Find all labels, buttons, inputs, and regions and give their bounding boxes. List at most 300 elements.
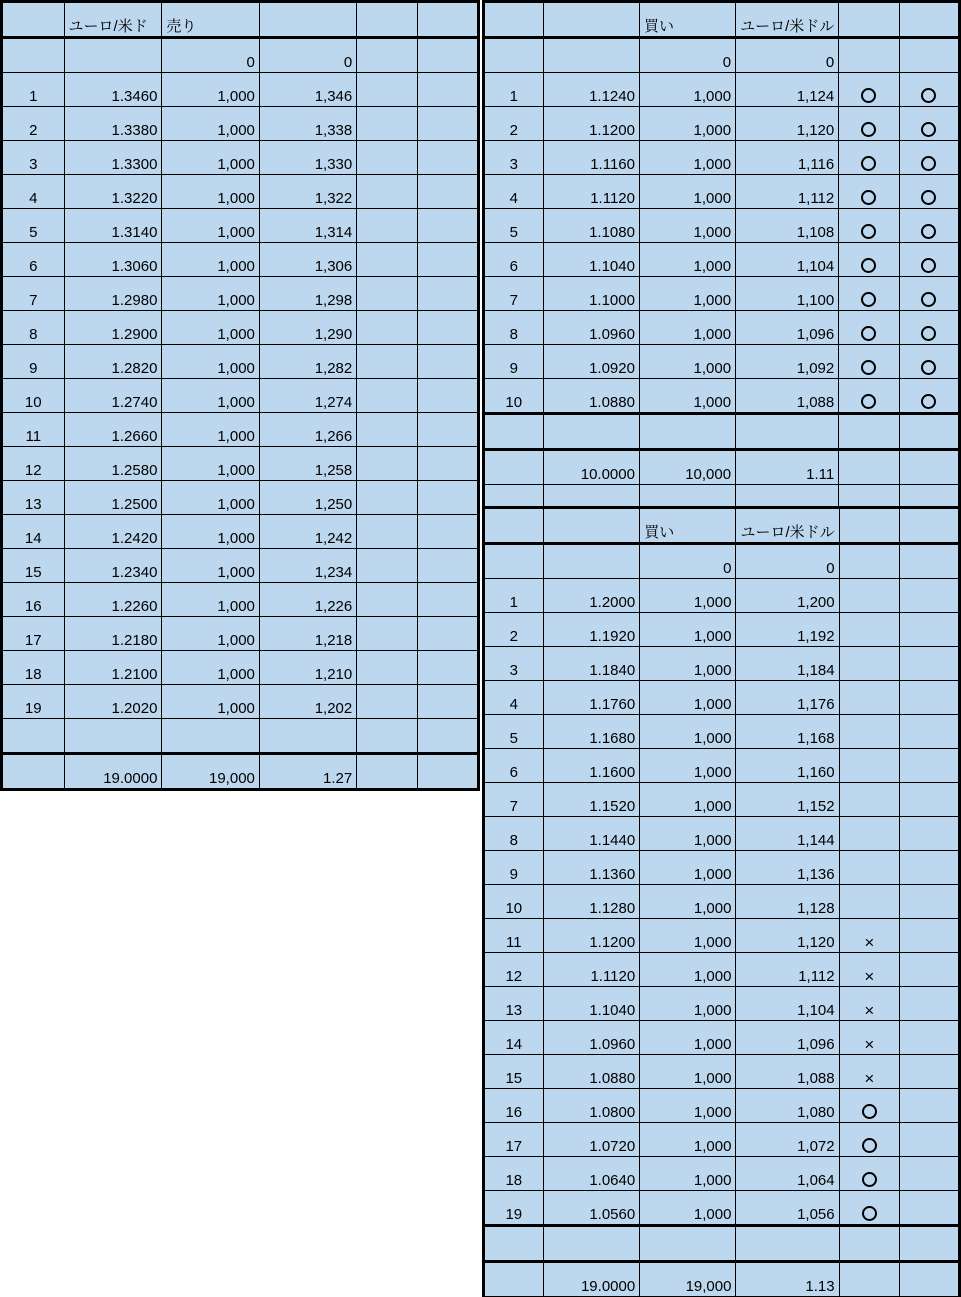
rate-cell[interactable]: 1.1840 [543,647,640,681]
amount-cell[interactable]: 1,152 [736,783,839,817]
cell-blank[interactable] [900,1157,960,1191]
rate-cell[interactable]: 1.1000 [543,277,639,311]
cell-blank[interactable] [736,1226,839,1262]
row-number[interactable]: 1 [484,73,544,107]
rate-cell[interactable]: 1.1040 [543,243,639,277]
rate-cell[interactable]: 1.2820 [64,345,162,379]
qty-cell[interactable]: 1,000 [162,209,259,243]
rate-cell[interactable]: 1.2900 [64,311,162,345]
qty-cell[interactable]: 1,000 [640,1021,736,1055]
qty-cell[interactable]: 1,000 [639,311,735,345]
amount-cell[interactable]: 1,124 [736,73,839,107]
row-number[interactable]: 5 [484,715,544,749]
cell-blank[interactable] [543,38,639,73]
status-mark[interactable] [839,345,899,379]
qty-cell[interactable]: 1,000 [639,243,735,277]
rate-cell[interactable]: 1.2500 [64,481,162,515]
total-rate[interactable]: 19.0000 [64,754,162,790]
cell-blank[interactable] [900,1226,960,1262]
cell-blank[interactable] [64,38,162,73]
cell-blank[interactable] [2,719,65,754]
amount-cell[interactable]: 1,096 [736,311,839,345]
qty-cell[interactable]: 1,000 [640,1055,736,1089]
status-mark-2[interactable] [899,379,959,414]
zero-amount[interactable]: 0 [736,38,839,73]
header-side[interactable]: 買い [640,508,736,544]
rate-cell[interactable]: 1.3460 [64,73,162,107]
cell-blank[interactable] [900,544,960,579]
rate-cell[interactable]: 1.1080 [543,209,639,243]
cell-blank[interactable] [417,447,478,481]
row-number[interactable]: 2 [2,107,65,141]
qty-cell[interactable]: 1,000 [162,617,259,651]
status-mark[interactable] [839,885,899,919]
cell-blank[interactable] [357,175,417,209]
rate-cell[interactable]: 1.0880 [543,379,639,414]
row-number[interactable]: 17 [484,1123,544,1157]
qty-cell[interactable]: 1,000 [162,379,259,413]
cell-blank[interactable] [357,277,417,311]
cell-blank[interactable] [2,38,65,73]
row-number[interactable]: 2 [484,107,544,141]
cell-blank[interactable] [543,544,640,579]
cell-blank[interactable] [900,1089,960,1123]
cell-blank[interactable] [543,1226,640,1262]
rate-cell[interactable]: 1.0720 [543,1123,640,1157]
rate-cell[interactable]: 1.3220 [64,175,162,209]
rate-cell[interactable]: 1.3300 [64,141,162,175]
amount-cell[interactable]: 1,088 [736,379,839,414]
row-number[interactable]: 12 [484,953,544,987]
total-qty[interactable]: 10,000 [639,450,735,485]
row-number[interactable]: 12 [2,447,65,481]
amount-cell[interactable]: 1,092 [736,345,839,379]
rate-cell[interactable]: 1.1280 [543,885,640,919]
cell-blank[interactable] [839,414,899,450]
amount-cell[interactable]: 1,056 [736,1191,839,1226]
cell-blank[interactable] [484,450,544,485]
amount-cell[interactable]: 1,104 [736,987,839,1021]
cell-blank[interactable] [417,73,478,107]
cell-blank[interactable] [484,414,544,450]
cell-blank[interactable] [357,38,417,73]
amount-cell[interactable]: 1,218 [259,617,356,651]
amount-cell[interactable]: 1,168 [736,715,839,749]
status-mark[interactable]: × [839,1021,899,1055]
qty-cell[interactable]: 1,000 [640,783,736,817]
amount-cell[interactable]: 1,104 [736,243,839,277]
cell-blank[interactable] [417,107,478,141]
status-mark-2[interactable] [899,141,959,175]
row-number[interactable]: 7 [2,277,65,311]
zero-qty[interactable]: 0 [640,544,736,579]
amount-cell[interactable]: 1,330 [259,141,356,175]
amount-cell[interactable]: 1,202 [259,685,356,719]
rate-cell[interactable]: 1.1440 [543,817,640,851]
rate-cell[interactable]: 1.0560 [543,1191,640,1226]
amount-cell[interactable]: 1,128 [736,885,839,919]
row-number[interactable]: 18 [2,651,65,685]
header-side[interactable]: 買い [639,2,735,38]
cell-blank[interactable] [484,508,544,544]
row-number[interactable]: 10 [484,885,544,919]
rate-cell[interactable]: 1.2100 [64,651,162,685]
cell-blank[interactable] [259,2,356,38]
qty-cell[interactable]: 1,000 [639,175,735,209]
status-mark-2[interactable] [899,345,959,379]
qty-cell[interactable]: 1,000 [639,277,735,311]
row-number[interactable]: 13 [2,481,65,515]
cell-blank[interactable] [357,481,417,515]
cell-blank[interactable] [839,450,899,485]
rate-cell[interactable]: 1.3380 [64,107,162,141]
cell-blank[interactable] [2,2,65,38]
total-rate[interactable]: 10.0000 [543,450,639,485]
row-number[interactable]: 10 [2,379,65,413]
total-average[interactable]: 1.13 [736,1262,839,1297]
qty-cell[interactable]: 1,000 [162,141,259,175]
qty-cell[interactable]: 1,000 [162,447,259,481]
cell-blank[interactable] [357,2,417,38]
amount-cell[interactable]: 1,338 [259,107,356,141]
rate-cell[interactable]: 1.2180 [64,617,162,651]
rate-cell[interactable]: 1.1120 [543,175,639,209]
status-mark-2[interactable] [899,73,959,107]
cell-blank[interactable] [417,583,478,617]
cell-blank[interactable] [484,2,544,38]
cell-blank[interactable] [417,651,478,685]
rate-cell[interactable]: 1.2020 [64,685,162,719]
cell-blank[interactable] [900,715,960,749]
cell-blank[interactable] [357,549,417,583]
status-mark[interactable] [839,243,899,277]
cell-blank[interactable] [484,38,544,73]
cell-blank[interactable] [357,311,417,345]
header-pair[interactable]: ユーロ/米ド [64,2,162,38]
amount-cell[interactable]: 1,136 [736,851,839,885]
cell-blank[interactable] [899,38,959,73]
cell-blank[interactable] [357,413,417,447]
cell-blank[interactable] [357,719,417,754]
rate-cell[interactable]: 1.1040 [543,987,640,1021]
status-mark[interactable] [839,209,899,243]
qty-cell[interactable]: 1,000 [640,953,736,987]
amount-cell[interactable]: 1,282 [259,345,356,379]
rate-cell[interactable]: 1.0920 [543,345,639,379]
header-side[interactable]: 売り [162,2,259,38]
cell-blank[interactable] [640,1226,736,1262]
qty-cell[interactable]: 1,000 [162,583,259,617]
amount-cell[interactable]: 1,108 [736,209,839,243]
cell-blank[interactable] [639,414,735,450]
cell-blank[interactable] [900,1191,960,1226]
qty-cell[interactable]: 1,000 [639,379,735,414]
row-number[interactable]: 19 [484,1191,544,1226]
total-qty[interactable]: 19,000 [640,1262,736,1297]
qty-cell[interactable]: 1,000 [639,345,735,379]
cell-blank[interactable] [417,209,478,243]
amount-cell[interactable]: 1,112 [736,175,839,209]
amount-cell[interactable]: 1,072 [736,1123,839,1157]
rate-cell[interactable]: 1.2420 [64,515,162,549]
qty-cell[interactable]: 1,000 [162,413,259,447]
row-number[interactable]: 4 [484,681,544,715]
amount-cell[interactable]: 1,234 [259,549,356,583]
row-number[interactable]: 13 [484,987,544,1021]
row-number[interactable]: 14 [2,515,65,549]
cell-blank[interactable] [417,277,478,311]
total-average[interactable]: 1.27 [259,754,356,790]
status-mark[interactable] [839,1123,899,1157]
zero-amount[interactable]: 0 [259,38,356,73]
status-mark[interactable] [839,715,899,749]
qty-cell[interactable]: 1,000 [640,1157,736,1191]
rate-cell[interactable]: 1.0960 [543,311,639,345]
row-number[interactable]: 3 [2,141,65,175]
rate-cell[interactable]: 1.1200 [543,107,639,141]
cell-blank[interactable] [357,73,417,107]
cell-blank[interactable] [357,379,417,413]
row-number[interactable]: 15 [2,549,65,583]
amount-cell[interactable]: 1,080 [736,1089,839,1123]
cell-blank[interactable] [900,953,960,987]
cell-blank[interactable] [900,681,960,715]
qty-cell[interactable]: 1,000 [162,345,259,379]
amount-cell[interactable]: 1,112 [736,953,839,987]
rate-cell[interactable]: 1.2260 [64,583,162,617]
cell-blank[interactable] [900,579,960,613]
rate-cell[interactable]: 1.2740 [64,379,162,413]
row-number[interactable]: 6 [2,243,65,277]
cell-blank[interactable] [839,508,899,544]
row-number[interactable]: 18 [484,1157,544,1191]
cell-blank[interactable] [543,2,639,38]
cell-blank[interactable] [839,544,899,579]
header-pair[interactable]: ユーロ/米ドル [736,2,839,38]
rate-cell[interactable]: 1.2980 [64,277,162,311]
amount-cell[interactable]: 1,274 [259,379,356,413]
qty-cell[interactable]: 1,000 [640,749,736,783]
qty-cell[interactable]: 1,000 [639,141,735,175]
amount-cell[interactable]: 1,210 [259,651,356,685]
cell-blank[interactable] [357,447,417,481]
cell-blank[interactable] [357,515,417,549]
cell-blank[interactable] [900,508,960,544]
row-number[interactable]: 1 [484,579,544,613]
cell-blank[interactable] [417,413,478,447]
rate-cell[interactable]: 1.1360 [543,851,640,885]
qty-cell[interactable]: 1,000 [639,73,735,107]
amount-cell[interactable]: 1,226 [259,583,356,617]
rate-cell[interactable]: 1.1120 [543,953,640,987]
total-qty[interactable]: 19,000 [162,754,259,790]
row-number[interactable]: 3 [484,647,544,681]
cell-blank[interactable] [357,685,417,719]
row-number[interactable]: 11 [484,919,544,953]
status-mark-2[interactable] [899,175,959,209]
total-rate[interactable]: 19.0000 [543,1262,640,1297]
amount-cell[interactable]: 1,242 [259,515,356,549]
rate-cell[interactable]: 1.1200 [543,919,640,953]
cell-blank[interactable] [900,987,960,1021]
status-mark[interactable] [839,73,899,107]
qty-cell[interactable]: 1,000 [640,851,736,885]
amount-cell[interactable]: 1,266 [259,413,356,447]
amount-cell[interactable]: 1,306 [259,243,356,277]
amount-cell[interactable]: 1,120 [736,919,839,953]
row-number[interactable]: 17 [2,617,65,651]
cell-blank[interactable] [900,885,960,919]
status-mark[interactable] [839,851,899,885]
row-number[interactable]: 5 [2,209,65,243]
cell-blank[interactable] [259,719,356,754]
cell-blank[interactable] [417,38,478,73]
zero-amount[interactable]: 0 [736,544,839,579]
cell-blank[interactable] [357,345,417,379]
amount-cell[interactable]: 1,088 [736,1055,839,1089]
row-number[interactable]: 11 [2,413,65,447]
rate-cell[interactable]: 1.1680 [543,715,640,749]
amount-cell[interactable]: 1,314 [259,209,356,243]
amount-cell[interactable]: 1,120 [736,107,839,141]
qty-cell[interactable]: 1,000 [640,1089,736,1123]
status-mark-2[interactable] [899,243,959,277]
cell-blank[interactable] [900,1055,960,1089]
amount-cell[interactable]: 1,064 [736,1157,839,1191]
status-mark-2[interactable] [899,311,959,345]
qty-cell[interactable]: 1,000 [640,613,736,647]
cell-blank[interactable] [417,481,478,515]
zero-qty[interactable]: 0 [639,38,735,73]
cell-blank[interactable] [900,817,960,851]
row-number[interactable]: 9 [484,345,544,379]
status-mark[interactable] [839,1089,899,1123]
qty-cell[interactable]: 1,000 [162,311,259,345]
zero-qty[interactable]: 0 [162,38,259,73]
row-number[interactable]: 8 [2,311,65,345]
cell-blank[interactable] [484,544,544,579]
rate-cell[interactable]: 1.1600 [543,749,640,783]
row-number[interactable]: 16 [2,583,65,617]
cell-blank[interactable] [900,919,960,953]
cell-blank[interactable] [900,851,960,885]
row-number[interactable]: 8 [484,311,544,345]
qty-cell[interactable]: 1,000 [640,1123,736,1157]
cell-blank[interactable] [357,107,417,141]
rate-cell[interactable]: 1.0800 [543,1089,640,1123]
cell-blank[interactable] [839,2,899,38]
rate-cell[interactable]: 1.3060 [64,243,162,277]
row-number[interactable]: 7 [484,783,544,817]
cell-blank[interactable] [900,1021,960,1055]
qty-cell[interactable]: 1,000 [640,817,736,851]
cell-blank[interactable] [736,414,839,450]
cell-blank[interactable] [900,749,960,783]
amount-cell[interactable]: 1,346 [259,73,356,107]
row-number[interactable]: 14 [484,1021,544,1055]
cell-blank[interactable] [899,2,959,38]
cell-blank[interactable] [357,141,417,175]
amount-cell[interactable]: 1,116 [736,141,839,175]
status-mark[interactable] [839,681,899,715]
amount-cell[interactable]: 1,144 [736,817,839,851]
rate-cell[interactable]: 1.1160 [543,141,639,175]
qty-cell[interactable]: 1,000 [162,277,259,311]
qty-cell[interactable]: 1,000 [162,651,259,685]
cell-blank[interactable] [900,783,960,817]
row-number[interactable]: 19 [2,685,65,719]
qty-cell[interactable]: 1,000 [639,209,735,243]
status-mark[interactable] [839,579,899,613]
cell-blank[interactable] [900,1123,960,1157]
cell-blank[interactable] [417,175,478,209]
cell-blank[interactable] [900,647,960,681]
status-mark[interactable] [839,379,899,414]
row-number[interactable]: 8 [484,817,544,851]
status-mark[interactable] [839,107,899,141]
rate-cell[interactable]: 1.1760 [543,681,640,715]
amount-cell[interactable]: 1,200 [736,579,839,613]
amount-cell[interactable]: 1,258 [259,447,356,481]
rate-cell[interactable]: 1.0640 [543,1157,640,1191]
cell-blank[interactable] [899,450,959,485]
status-mark[interactable] [839,647,899,681]
row-number[interactable]: 7 [484,277,544,311]
cell-blank[interactable] [839,1226,899,1262]
cell-blank[interactable] [417,379,478,413]
qty-cell[interactable]: 1,000 [162,243,259,277]
cell-blank[interactable] [162,719,259,754]
qty-cell[interactable]: 1,000 [162,549,259,583]
amount-cell[interactable]: 1,290 [259,311,356,345]
cell-blank[interactable] [357,209,417,243]
qty-cell[interactable]: 1,000 [640,715,736,749]
cell-blank[interactable] [417,549,478,583]
row-number[interactable]: 1 [2,73,65,107]
rate-cell[interactable]: 1.2580 [64,447,162,481]
row-number[interactable]: 6 [484,243,544,277]
status-mark[interactable]: × [839,987,899,1021]
status-mark[interactable] [839,175,899,209]
status-mark[interactable] [839,749,899,783]
cell-blank[interactable] [899,414,959,450]
row-number[interactable]: 9 [484,851,544,885]
cell-blank[interactable] [543,414,639,450]
row-number[interactable]: 4 [484,175,544,209]
row-number[interactable]: 15 [484,1055,544,1089]
status-mark[interactable] [839,1191,899,1226]
qty-cell[interactable]: 1,000 [640,885,736,919]
status-mark-2[interactable] [899,209,959,243]
cell-blank[interactable] [417,515,478,549]
qty-cell[interactable]: 1,000 [162,73,259,107]
row-number[interactable]: 10 [484,379,544,414]
qty-cell[interactable]: 1,000 [640,987,736,1021]
cell-blank[interactable] [357,617,417,651]
amount-cell[interactable]: 1,096 [736,1021,839,1055]
row-number[interactable]: 2 [484,613,544,647]
rate-cell[interactable]: 1.0880 [543,1055,640,1089]
amount-cell[interactable]: 1,298 [259,277,356,311]
status-mark[interactable] [839,817,899,851]
status-mark[interactable] [839,141,899,175]
cell-blank[interactable] [484,1262,544,1297]
cell-blank[interactable] [417,685,478,719]
cell-blank[interactable] [839,1262,899,1297]
cell-blank[interactable] [900,1262,960,1297]
status-mark[interactable] [839,613,899,647]
rate-cell[interactable]: 1.2340 [64,549,162,583]
